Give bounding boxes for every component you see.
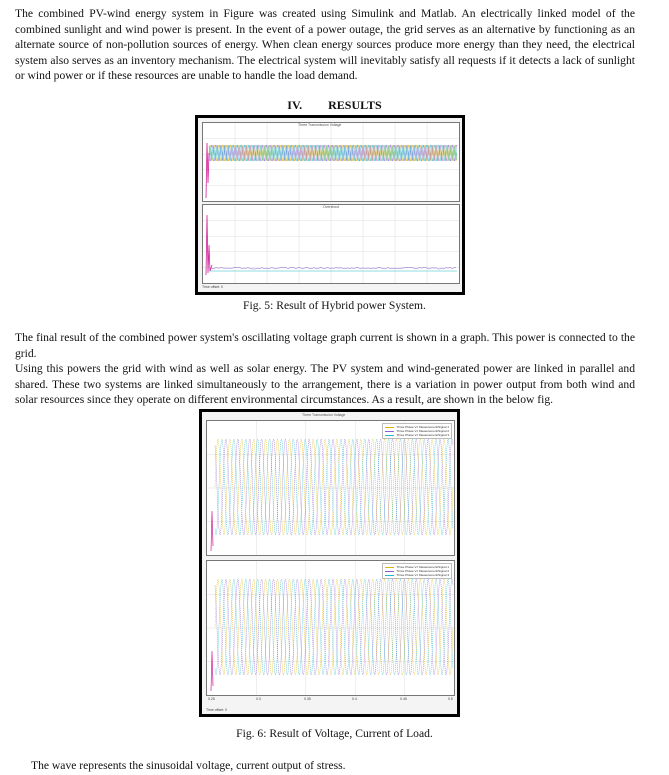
fig6-top-title: Three Transmission Voltage	[302, 413, 346, 417]
startup-spike	[211, 511, 213, 551]
transient-spike	[206, 215, 212, 275]
legend-entry: Three Phase V-I Measurement/Signal 2	[385, 429, 449, 433]
results-paragraph-line-a: The final result of the combined power system's oscillating voltage graph current is shown in a graph. This power is connected to the grid.	[15, 331, 635, 360]
x-tick-label: 0.4	[352, 697, 357, 701]
legend-entry: Three Phase V-I Measurement/Signal 3	[385, 433, 449, 437]
legend-entry: Three Phase V-I Measurement/Signal 3	[385, 573, 449, 577]
fig5-top-plot	[202, 122, 460, 202]
figure-5-caption: Fig. 5: Result of Hybrid power System.	[243, 299, 426, 312]
fig6-top-waveform	[207, 421, 454, 555]
figure-5-hybrid-power-plot	[195, 115, 465, 295]
x-tick-label: 0.5	[448, 697, 453, 701]
x-tick-label: 0.45	[400, 697, 407, 701]
fig5-status: Time offset: 0	[202, 285, 224, 289]
closing-paragraph: The wave represents the sinusoidal voltage, current output of stress.	[31, 759, 346, 772]
figure-6-caption: Fig. 6: Result of Voltage, Current of Load.	[236, 727, 433, 740]
fig5-bottom-waveform	[203, 205, 459, 283]
startup-spike	[211, 651, 213, 691]
fig5-bottom-plot	[202, 204, 460, 284]
results-paragraph-line-b: Using this powers the grid with wind as well as solar energy. The PV system and wind-generated power are linked in parallel and shared. These two systems are linked simultaneously to the arrangement, there is a variation in power output from both wind and solar resources since they operate on different environmental circumstances. As a result, are shown in the below fig.	[15, 362, 635, 407]
fig5-top-title: Three Transmission Voltage	[298, 123, 342, 127]
fig5-bottom-title: Overshoot	[323, 205, 340, 209]
x-tick-label: 0.25	[208, 697, 215, 701]
intro-paragraph: The combined PV-wind energy system in Figure was created using Simulink and Matlab. An electrically linked model of the combined sunlight and wind power is present. In the event of a power outage, the grid serves as an alternative by functioning as an alternate source of non-pollution sources of energy. When clean energy sources produce more energy than they need, the electrical system also serves as an inventory mechanism. The electrical system will inevitably satisfy all requests if it detects a lack of sunlight or wind power or if these resources are unable to handle the load demand.	[15, 7, 635, 83]
phase-a-line	[215, 439, 453, 535]
section-number: IV.	[287, 98, 303, 112]
fig6-status: Time offset: 0	[206, 708, 228, 712]
fig6-bottom-legend	[382, 563, 452, 579]
fig6-bottom-waveform	[207, 561, 454, 695]
phase-a-line	[215, 579, 453, 675]
results-paragraph	[15, 330, 635, 408]
legend-entry: Three Phase V-I Measurement/Signal 1	[385, 565, 449, 569]
legend-entry: Three Phase V-I Measurement/Signal 1	[385, 425, 449, 429]
startup-spike	[206, 143, 209, 198]
fig5-top-waveform	[203, 123, 459, 201]
x-tick-label: 0.35	[304, 697, 311, 701]
legend-entry: Three Phase V-I Measurement/Signal 2	[385, 569, 449, 573]
x-tick-label: 0.3	[256, 697, 261, 701]
section-heading	[0, 98, 669, 113]
fig6-top-plot	[206, 420, 455, 556]
section-title: RESULTS	[328, 98, 382, 112]
fig6-bottom-plot	[206, 560, 455, 696]
fig6-top-legend	[382, 423, 452, 439]
figure-6-voltage-current-plot	[199, 409, 460, 717]
